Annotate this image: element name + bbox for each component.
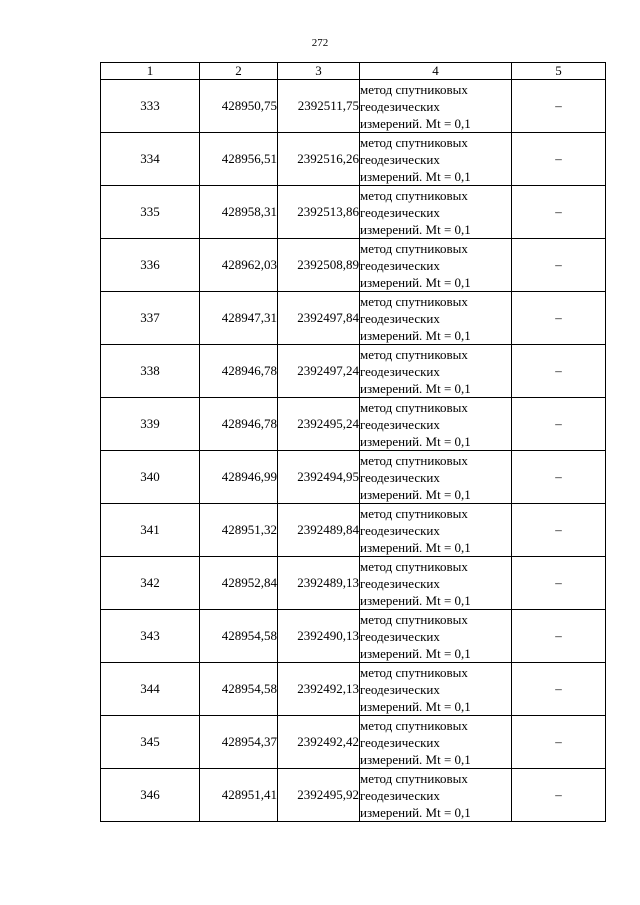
coord-y: 2392492,13 [278, 663, 360, 716]
coord-x: 428946,99 [200, 451, 278, 504]
method-line: геодезических [360, 469, 440, 485]
method-line: измерений. Mt = 0,1 [360, 539, 471, 555]
method-cell [360, 716, 512, 769]
method-line: геодезических [360, 363, 440, 379]
table-row [101, 186, 606, 239]
coord-x: 428950,75 [200, 80, 278, 133]
method-line: геодезических [360, 257, 440, 273]
coord-y: 2392494,95 [278, 451, 360, 504]
method-line: геодезических [360, 522, 440, 538]
table-row [101, 451, 606, 504]
coord-y: 2392495,24 [278, 398, 360, 451]
point-number: 334 [101, 133, 200, 186]
method-line: измерений. Mt = 0,1 [360, 751, 471, 767]
method-line: геодезических [360, 734, 440, 750]
point-number: 338 [101, 345, 200, 398]
method-line: геодезических [360, 151, 440, 167]
method-line: геодезических [360, 416, 440, 432]
method-line: геодезических [360, 204, 440, 220]
note-cell: – [512, 716, 606, 769]
table-row [101, 663, 606, 716]
table-body [101, 80, 606, 822]
method-line: геодезических [360, 787, 440, 803]
method-line: метод спутниковых [360, 240, 468, 256]
header-col-3: 3 [278, 63, 360, 80]
method-cell [360, 557, 512, 610]
header-col-4: 4 [360, 63, 512, 80]
coord-x: 428962,03 [200, 239, 278, 292]
coord-y: 2392489,13 [278, 557, 360, 610]
table-row [101, 133, 606, 186]
method-cell [360, 345, 512, 398]
method-cell [360, 769, 512, 822]
page-number: 272 [311, 37, 329, 49]
header-col-1: 1 [101, 63, 200, 80]
table-row [101, 769, 606, 822]
method-cell [360, 398, 512, 451]
note-cell: – [512, 133, 606, 186]
point-number: 339 [101, 398, 200, 451]
method-line: метод спутниковых [360, 770, 468, 786]
method-cell [360, 504, 512, 557]
method-cell [360, 451, 512, 504]
method-line: измерений. Mt = 0,1 [360, 380, 471, 396]
coord-x: 428954,37 [200, 716, 278, 769]
coord-y: 2392490,13 [278, 610, 360, 663]
note-cell: – [512, 610, 606, 663]
method-line: метод спутниковых [360, 611, 468, 627]
method-line: измерений. Mt = 0,1 [360, 274, 471, 290]
note-cell: – [512, 769, 606, 822]
method-line: измерений. Mt = 0,1 [360, 433, 471, 449]
point-number: 337 [101, 292, 200, 345]
table-row [101, 557, 606, 610]
method-line: измерений. Mt = 0,1 [360, 698, 471, 714]
method-cell [360, 133, 512, 186]
coord-y: 2392516,26 [278, 133, 360, 186]
note-cell: – [512, 186, 606, 239]
coord-x: 428946,78 [200, 345, 278, 398]
point-number: 336 [101, 239, 200, 292]
method-line: метод спутниковых [360, 187, 468, 203]
method-line: измерений. Mt = 0,1 [360, 327, 471, 343]
coordinates-table [100, 62, 606, 822]
coord-y: 2392513,86 [278, 186, 360, 239]
point-number: 335 [101, 186, 200, 239]
method-line: метод спутниковых [360, 558, 468, 574]
header-col-5: 5 [512, 63, 606, 80]
method-cell [360, 186, 512, 239]
table-row [101, 716, 606, 769]
method-line: измерений. Mt = 0,1 [360, 645, 471, 661]
point-number: 340 [101, 451, 200, 504]
point-number: 343 [101, 610, 200, 663]
method-line: метод спутниковых [360, 399, 468, 415]
coord-x: 428952,84 [200, 557, 278, 610]
coord-x: 428946,78 [200, 398, 278, 451]
coord-y: 2392511,75 [278, 80, 360, 133]
note-cell: – [512, 239, 606, 292]
coord-y: 2392492,42 [278, 716, 360, 769]
table-row [101, 239, 606, 292]
method-line: метод спутниковых [360, 505, 468, 521]
method-line: геодезических [360, 628, 440, 644]
table-row [101, 345, 606, 398]
method-line: метод спутниковых [360, 293, 468, 309]
method-line: измерений. Mt = 0,1 [360, 115, 471, 131]
coord-y: 2392508,89 [278, 239, 360, 292]
method-line: метод спутниковых [360, 452, 468, 468]
coord-y: 2392489,84 [278, 504, 360, 557]
table-row [101, 292, 606, 345]
table-row [101, 504, 606, 557]
method-cell [360, 292, 512, 345]
coord-x: 428947,31 [200, 292, 278, 345]
table-row [101, 80, 606, 133]
point-number: 346 [101, 769, 200, 822]
note-cell: – [512, 663, 606, 716]
method-cell [360, 663, 512, 716]
coord-x: 428951,32 [200, 504, 278, 557]
method-line: метод спутниковых [360, 664, 468, 680]
table-header-row [101, 63, 606, 80]
table-row [101, 610, 606, 663]
point-number: 344 [101, 663, 200, 716]
method-line: геодезических [360, 98, 440, 114]
coord-x: 428956,51 [200, 133, 278, 186]
method-line: метод спутниковых [360, 346, 468, 362]
point-number: 345 [101, 716, 200, 769]
method-line: геодезических [360, 310, 440, 326]
note-cell: – [512, 504, 606, 557]
method-line: измерений. Mt = 0,1 [360, 168, 471, 184]
method-cell [360, 610, 512, 663]
coord-x: 428954,58 [200, 663, 278, 716]
point-number: 341 [101, 504, 200, 557]
method-cell [360, 80, 512, 133]
note-cell: – [512, 80, 606, 133]
header-col-2: 2 [200, 63, 278, 80]
method-line: измерений. Mt = 0,1 [360, 804, 471, 820]
note-cell: – [512, 292, 606, 345]
note-cell: – [512, 557, 606, 610]
method-line: измерений. Mt = 0,1 [360, 592, 471, 608]
note-cell: – [512, 398, 606, 451]
method-line: метод спутниковых [360, 81, 468, 97]
method-line: геодезических [360, 575, 440, 591]
coord-y: 2392495,92 [278, 769, 360, 822]
method-cell [360, 239, 512, 292]
method-line: метод спутниковых [360, 134, 468, 150]
coord-y: 2392497,84 [278, 292, 360, 345]
coord-x: 428954,58 [200, 610, 278, 663]
note-cell: – [512, 451, 606, 504]
coord-y: 2392497,24 [278, 345, 360, 398]
method-line: измерений. Mt = 0,1 [360, 221, 471, 237]
point-number: 333 [101, 80, 200, 133]
coord-x: 428958,31 [200, 186, 278, 239]
point-number: 342 [101, 557, 200, 610]
coord-x: 428951,41 [200, 769, 278, 822]
table-row [101, 398, 606, 451]
method-line: метод спутниковых [360, 717, 468, 733]
note-cell: – [512, 345, 606, 398]
method-line: измерений. Mt = 0,1 [360, 486, 471, 502]
method-line: геодезических [360, 681, 440, 697]
